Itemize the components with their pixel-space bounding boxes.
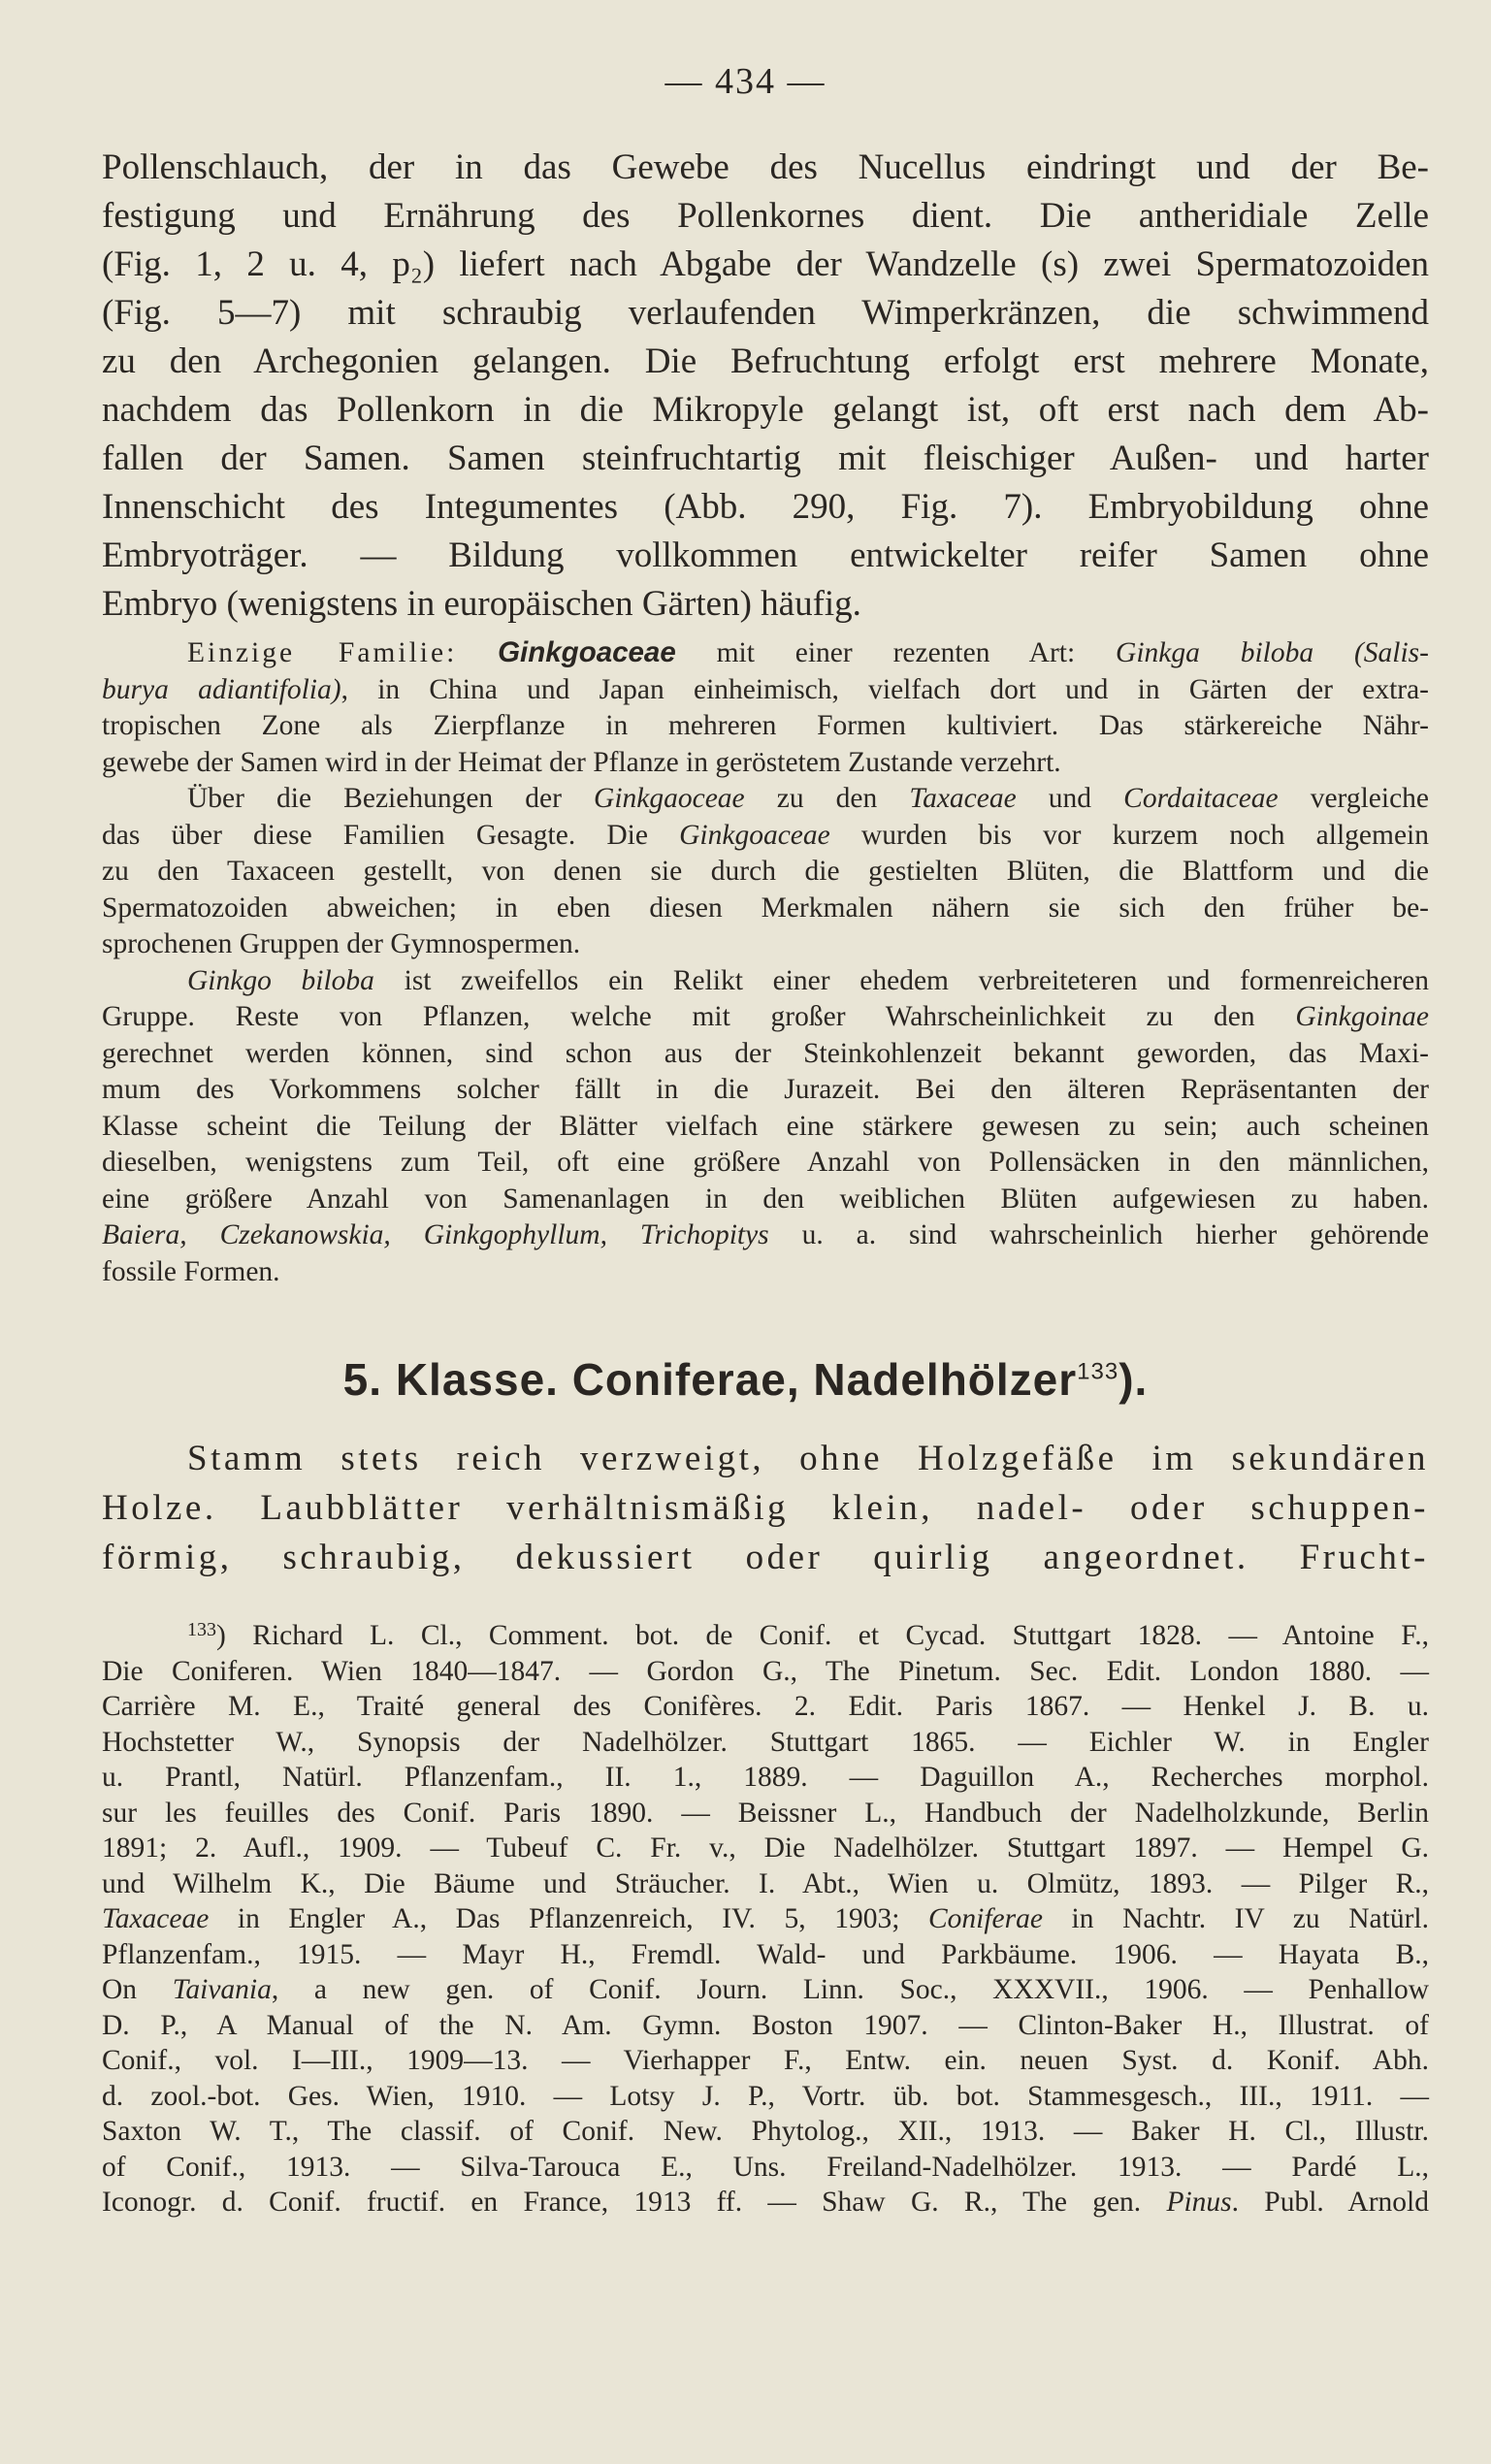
text-line: zu den Taxaceen gestellt, von denen sie durch die gestielten Blüten, die Blattform und die (102, 856, 1429, 887)
text-line: (Fig. 1, 2 u. 4, p₂) liefert nach Abgabe der Wandzelle (s) zwei Spermatozoiden (102, 244, 1429, 284)
text-line: Pflanzenfam., 1915. — Mayr H., Fremdl. Wald- und Parkbäume. 1906. — Hayata B., (102, 1938, 1429, 1970)
class-diagnosis (102, 1434, 1429, 1582)
text-line: Holze. Laubblätter verhältnismäßig klein, nadel- oder schuppen- (102, 1488, 1429, 1528)
main-text (102, 144, 1429, 1290)
text-line: mum des Vorkommens solcher fällt in die Jurazeit. Bei den älteren Repräsentanten der (102, 1074, 1429, 1105)
text-line: D. P., A Manual of the N. Am. Gymn. Boston 1907. — Clinton-Baker H., Illustrat. of (102, 2009, 1429, 2041)
text-line: gerechnet werden können, sind schon aus der Steinkohlenzeit bekannt geworden, das Maxi- (102, 1037, 1429, 1069)
text-line: Über die Beziehungen der Ginkgaoceae zu den Taxaceae und Cordaitaceae vergleiche (187, 783, 1430, 814)
text-line: u. Prantl, Natürl. Pflanzenfam., II. 1., 1889. — Daguillon A., Recherches morphol. (102, 1762, 1429, 1793)
family-name: Ginkgoaceae (498, 636, 676, 668)
text-line: Embryoträger. — Bildung vollkommen entwickelter reifer Samen ohne (102, 535, 1429, 575)
text-line: Ginkgo biloba ist zweifellos ein Relikt einer ehedem verbreiteteren und formenreicheren (187, 964, 1429, 996)
text-line: Baiera, Czekanowskia, Ginkgophyllum, Trichopitys u. a. sind wahrscheinlich hierher gehörende (102, 1219, 1429, 1250)
text-line: sur les feuilles des Conif. Paris 1890. — Beissner L., Handbuch der Nadelholzkunde, Berlin (102, 1797, 1429, 1829)
text-line: nachdem das Pollenkorn in die Mikropyle gelangt ist, oft erst nach dem Ab- (102, 390, 1429, 430)
text-line: Conif., vol. I—III., 1909—13. — Vierhapper F., Entw. ein. neuen Syst. d. Konif. Abh. (102, 2045, 1429, 2076)
species-name: Ginkga biloba (1116, 637, 1314, 668)
text-line: $^{133}$) Richard L. Cl., Comment. bot. de Conif. et Cycad. Stuttgart 1828. — Antoine F., (187, 1619, 1429, 1651)
text-line: tropischen Zone als Zierpflanze in mehreren Formen kultiviert. Das stärkereiche Nähr- (102, 710, 1429, 741)
text-line: zu den Archegonien gelangen. Die Befruchtung erfolgt erst mehrere Monate, (102, 341, 1429, 381)
text-line: of Conif., 1913. — Silva-Tarouca E., Uns. Freiland-Nadelhölzer. 1913. — Pardé L., (102, 2151, 1429, 2183)
text-line: Innenschicht des Integumentes (Abb. 290, Fig. 7). Embryobildung ohne (102, 487, 1429, 527)
footnote-number: 133 (187, 1619, 216, 1640)
text-line: d. zool.-bot. Ges. Wien, 1910. — Lotsy J. P., Vortr. üb. bot. Stammesgesch., III., 1911. — (102, 2080, 1429, 2112)
text-line: Taxaceae in Engler A., Das Pflanzenreich, IV. 5, 1903; Coniferae in Nachtr. IV zu Natürl. (102, 1903, 1429, 1934)
text-line: On Taivania, a new gen. of Conif. Journ. Linn. Soc., XXXVII., 1906. — Penhallow (102, 1974, 1430, 2005)
text-line: Spermatozoiden abweichen; in eben diesen Merkmalen nähern sie sich den früher be- (102, 892, 1429, 924)
text-line: Carrière M. E., Traité general des Conifères. 2. Edit. Paris 1867. — Henkel J. B. u. (102, 1691, 1429, 1722)
text-line: Die Coniferen. Wien 1840—1847. — Gordon G., The Pinetum. Sec. Edit. London 1880. — (102, 1655, 1429, 1687)
text-line: förmig, schraubig, dekussiert oder quirlig angeordnet. Frucht- (102, 1538, 1429, 1577)
relict-paragraph (102, 963, 1429, 1291)
text-line: festigung und Ernährung des Pollenkornes dient. Die antheridiale Zelle (102, 196, 1429, 236)
page-number: — 434 — (664, 61, 827, 102)
text-line: Hochstetter W., Synopsis der Nadelhölzer. Stuttgart 1865. — Eichler W. in Engler (102, 1726, 1429, 1758)
section-heading: 5. Klasse. Coniferae, Nadelhölzer$^{133}$). (342, 1354, 1149, 1405)
text-line: fossile Formen. (102, 1255, 280, 1287)
text-line: Klasse scheint die Teilung der Blätter vielfach eine stärkere gewesen zu sein; auch scheinen (102, 1110, 1429, 1142)
relation-paragraph (102, 781, 1429, 963)
text-line: Gruppe. Reste von Pflanzen, welche mit großer Wahrscheinlichkeit zu den Ginkgoinae (102, 1001, 1430, 1032)
text-line: Einzige Familie: Ginkgoaceae mit einer rezenten Art: Ginkga biloba (Salis- (187, 636, 1429, 668)
text-line: sprochenen Gruppen der Gymnospermen. (102, 928, 581, 959)
text-line: Embryo (wenigstens in europäischen Gärten) häufig. (102, 584, 861, 624)
text-line: fallen der Samen. Samen steinfruchtartig mit fleischiger Außen- und harter (102, 438, 1429, 478)
text-line: 1891; 2. Aufl., 1909. — Tubeuf C. Fr. v., Die Nadelhölzer. Stuttgart 1897. — Hempel G. (102, 1832, 1429, 1864)
text-line: burya adiantifolia), in China und Japan einheimisch, vielfach dort und in Gärten der extra- (102, 673, 1430, 705)
text-line: dieselben, wenigstens zum Teil, oft eine größere Anzahl von Pollensäcken in den männlichen, (102, 1147, 1429, 1178)
text-line: das über diese Familien Gesagte. Die Ginkgoaceae wurden bis vor kurzem noch allgemein (102, 819, 1429, 851)
footnote (102, 1612, 1429, 2221)
family-paragraph (102, 634, 1429, 781)
text-line: eine größere Anzahl von Samenanlagen in den weiblichen Blüten aufgewiesen zu haben. (102, 1183, 1429, 1215)
text-line: Stamm stets reich verzweigt, ohne Holzgefäße im sekundären (187, 1439, 1429, 1478)
text-line: gewebe der Samen wird in der Heimat der Pflanze in geröstetem Zustande verzehrt. (102, 746, 1061, 778)
text-line: (Fig. 5—7) mit schraubig verlaufenden Wimperkränzen, die schwimmend (102, 293, 1429, 333)
text-line: und Wilhelm K., Die Bäume und Sträucher. I. Abt., Wien u. Olmütz, 1893. — Pilger R., (102, 1867, 1429, 1899)
text-line: Saxton W. T., The classif. of Conif. New. Phytolog., XII., 1913. — Baker H. Cl., Illustr. (102, 2116, 1429, 2147)
footnote-reference[interactable]: 133 (1077, 1358, 1119, 1385)
text-line: Iconogr. d. Conif. fructif. en France, 1913 ff. — Shaw G. R., The gen. Pinus. Publ. Arnold (102, 2187, 1429, 2218)
text-line: Pollenschlauch, der in das Gewebe des Nucellus eindringt und der Be- (102, 147, 1429, 187)
